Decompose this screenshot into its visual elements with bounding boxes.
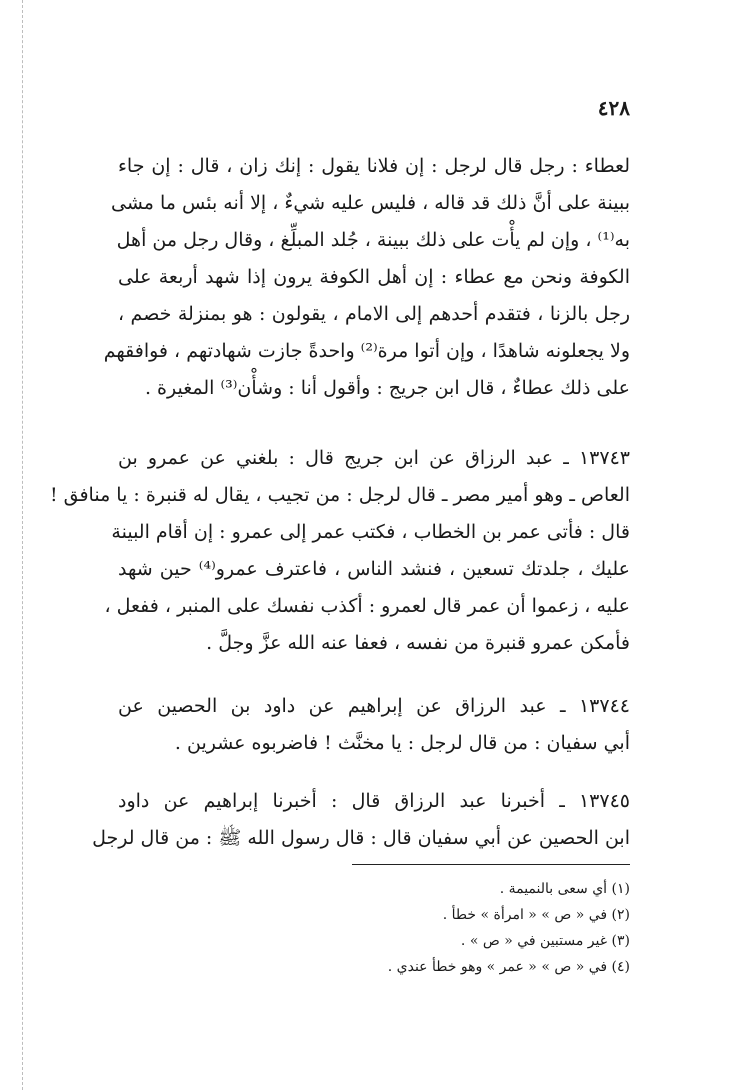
text-line: لعطاء : رجل قال لرجل : إن فلانا يقول : إنك زان ، قال : إن جاء xyxy=(118,155,630,177)
text-line: على ذلك عطاءٌ ، قال ابن جريج : وأقول أنا : وشأْن⁽³⁾ المغيرة . xyxy=(144,377,630,399)
footnote-3: (٣) غير مستبين في « ص » . xyxy=(460,933,630,949)
footnote-2: (٢) في « ص » « امرأة » خطأ . xyxy=(442,907,630,923)
text-line: ١٣٧٤٣ ـ عبد الرزاق عن ابن جريج قال : بلغني عن عمرو بن xyxy=(118,447,630,469)
footnote-separator xyxy=(352,864,630,865)
text-line: عليه ، زعموا أن عمر قال لعمرو : أكذب نفسك على المنبر ، ففعل ، xyxy=(104,595,630,617)
footnotes xyxy=(230,876,630,980)
paragraph-13745 xyxy=(92,783,630,857)
paragraph-1 xyxy=(103,148,631,407)
text-line: قال : فأتى عمر بن الخطاب ، فكتب عمر إلى عمرو : إن أقام البينة xyxy=(111,521,630,543)
text-line: ١٣٧٤٤ ـ عبد الرزاق عن إبراهيم عن داود بن الحصين عن xyxy=(118,695,630,717)
text-line: عليك ، جلدتك تسعين ، فنشد الناس ، فاعترف عمرو⁽⁴⁾ حين شهد xyxy=(118,558,630,580)
text-line: ببينة على أنَّ ذلك قد قاله ، فليس عليه شيءٌ ، إلا أنه بئس ما مشى xyxy=(110,192,630,214)
text-line: العاص ـ وهو أمير مصر ـ قال لرجل : من تجيب ، يقال له قنبرة : يا منافق ! xyxy=(49,484,630,506)
text-line: أبي سفيان : من قال لرجل : يا مخنَّث ! فاضربوه عشرين . xyxy=(174,732,630,754)
text-line: ابن الحصين عن أبي سفيان قال : قال رسول الله ﷺ : من قال لرجل xyxy=(92,827,630,849)
text-line: به⁽¹⁾ ، وإن لم يأْت على ذلك ببينة ، جُلد المبلِّغ ، وقال رجل من أهل xyxy=(116,229,630,251)
text-line: ١٣٧٤٥ ـ أخبرنا عبد الرزاق قال : أخبرنا إبراهيم عن داود xyxy=(118,790,630,812)
page-number: ٤٢٨ xyxy=(597,96,630,120)
paragraph-13743 xyxy=(49,440,630,662)
footnote-1: (١) أي سعى بالنميمة . xyxy=(499,881,630,897)
footnote-4: (٤) في « ص » « عمر » وهو خطأ عندي . xyxy=(387,959,630,975)
paragraph-13744 xyxy=(118,688,630,762)
text-line: ولا يجعلونه شاهدًا ، وإن أتوا مرة⁽²⁾ واحدةً جازت شهادتهم ، فوافقهم xyxy=(103,340,630,362)
text-line: رجل بالزنا ، فتقدم أحدهم إلى الامام ، يقولون : هو بمنزلة خصم ، xyxy=(118,303,631,325)
page-edge-rule xyxy=(22,0,23,1090)
text-line: الكوفة ونحن مع عطاء : إن أهل الكوفة يرون إذا شهد أربعة على xyxy=(118,266,630,288)
text-line: فأمكن عمرو قنبرة من نفسه ، فعفا عنه الله عزَّ وجلَّ . xyxy=(206,632,630,654)
